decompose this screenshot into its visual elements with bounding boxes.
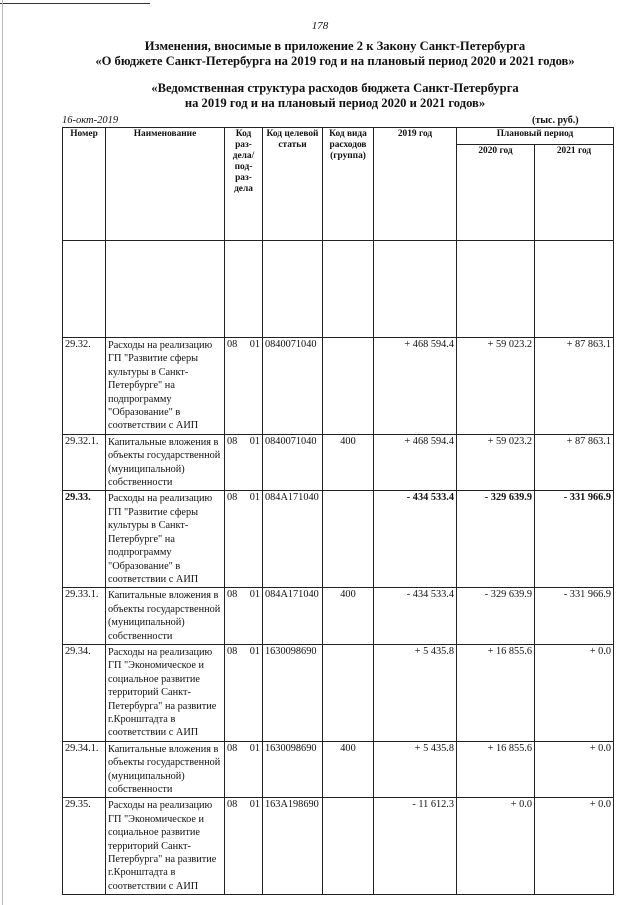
- row-value-2021: + 0.0: [535, 798, 614, 895]
- row-value-2020: - 329 639.9: [457, 588, 535, 645]
- table-row: [63, 644, 614, 741]
- row-expense-type: 400: [323, 588, 374, 645]
- header-number: Номер: [63, 128, 106, 241]
- header-target-code: Код целевой статьи: [263, 128, 323, 241]
- row-name: Капитальные вложения в объекты государственной (муниципальной) собственности: [106, 434, 225, 491]
- row-section-code: [225, 338, 263, 435]
- header-expense-type: Код вида расходов (группа): [323, 128, 374, 241]
- empty-spacer-row: [63, 241, 614, 338]
- row-value-2020: + 16 855.6: [457, 741, 535, 798]
- row-expense-type: [323, 798, 374, 895]
- row-section: 08: [227, 799, 238, 811]
- table-row: [63, 741, 614, 798]
- row-value-2019: + 5 435.8: [374, 741, 457, 798]
- subtitle-line-2: на 2019 год и на плановый период 2020 и 2021 годов»: [184, 96, 486, 110]
- row-value-2021: + 87 863.1: [535, 338, 614, 435]
- row-subsection: 01: [249, 589, 260, 601]
- budget-table: [62, 127, 614, 895]
- title-line-1: Изменения, вносимые в приложение 2 к Закону Санкт-Петербурга: [144, 39, 526, 53]
- row-section: 08: [227, 435, 238, 447]
- header-2021: 2021 год: [535, 145, 614, 241]
- row-target-code: 084А171040: [263, 588, 323, 645]
- row-number: 29.35.: [63, 798, 106, 895]
- row-expense-type: [323, 338, 374, 435]
- header-section-code: Код раз- дела/ под- раз- дела: [225, 128, 263, 241]
- row-expense-type: [323, 644, 374, 741]
- row-value-2020: - 329 639.9: [457, 491, 535, 588]
- table-row: [63, 434, 614, 491]
- header-2020: 2020 год: [457, 145, 535, 241]
- row-target-code: 1630098690: [263, 741, 323, 798]
- row-expense-type: 400: [323, 741, 374, 798]
- row-value-2020: + 0.0: [457, 798, 535, 895]
- row-section: 08: [227, 645, 238, 657]
- row-value-2019: + 5 435.8: [374, 644, 457, 741]
- table-row: [63, 491, 614, 588]
- row-section: 08: [227, 589, 238, 601]
- row-name: Расходы на реализацию ГП "Развитие сферы культуры в Санкт-Петербурге" на подпрограмму "Образование" в соответствии с АИП: [106, 491, 225, 588]
- table-row: [63, 588, 614, 645]
- row-value-2019: - 11 612.3: [374, 798, 457, 895]
- row-section-code: [225, 491, 263, 588]
- row-value-2020: + 16 855.6: [457, 644, 535, 741]
- row-subsection: 01: [249, 742, 260, 754]
- top-rule: [0, 3, 150, 4]
- row-number: 29.33.: [63, 491, 106, 588]
- row-section-code: [225, 798, 263, 895]
- row-section: 08: [227, 742, 238, 754]
- row-name: Расходы на реализацию ГП "Экономическое и социальное развитие территорий Санкт-Петербурга" на развитие г.Кронштадта в соответствии с АИП: [106, 798, 225, 895]
- row-value-2020: + 59 023.2: [457, 338, 535, 435]
- table-row: [63, 798, 614, 895]
- header-2019: 2019 год: [374, 128, 457, 241]
- row-section-code: [225, 588, 263, 645]
- row-name: Капитальные вложения в объекты государственной (муниципальной) собственности: [106, 588, 225, 645]
- row-subsection: 01: [249, 435, 260, 447]
- row-value-2021: + 87 863.1: [535, 434, 614, 491]
- row-section: 08: [227, 492, 238, 504]
- row-number: 29.33.1.: [63, 588, 106, 645]
- row-value-2021: - 331 966.9: [535, 588, 614, 645]
- row-target-code: 084А171040: [263, 491, 323, 588]
- page-number: 178: [311, 20, 329, 32]
- header-name: Наименование: [106, 128, 225, 241]
- row-section-code: [225, 741, 263, 798]
- left-scan-edge: [2, 0, 3, 905]
- row-number: 29.34.1.: [63, 741, 106, 798]
- row-number: 29.32.1.: [63, 434, 106, 491]
- row-number: 29.34.: [63, 644, 106, 741]
- units-label: (тыс. руб.): [532, 115, 579, 126]
- row-subsection: 01: [249, 799, 260, 811]
- row-target-code: 163А198690: [263, 798, 323, 895]
- row-value-2021: + 0.0: [535, 644, 614, 741]
- row-number: 29.32.: [63, 338, 106, 435]
- row-name: Расходы на реализацию ГП "Экономическое и социальное развитие территорий Санкт-Петербурга" на развитие г.Кронштадта в соответствии с АИП: [106, 644, 225, 741]
- subtitle-line-1: «Ведомственная структура расходов бюджета Санкт-Петербурга: [151, 81, 519, 95]
- row-section: 08: [227, 339, 238, 350]
- row-value-2021: + 0.0: [535, 741, 614, 798]
- row-section-code: [225, 644, 263, 741]
- row-target-code: 1630098690: [263, 644, 323, 741]
- row-expense-type: 400: [323, 434, 374, 491]
- row-subsection: 01: [249, 645, 260, 657]
- row-value-2020: + 59 023.2: [457, 434, 535, 491]
- row-value-2019: - 434 533.4: [374, 491, 457, 588]
- document-subtitle: [20, 81, 640, 111]
- row-value-2021: - 331 966.9: [535, 491, 614, 588]
- header-planned-period: Плановый период: [457, 128, 614, 145]
- row-target-code: 0840071040: [263, 338, 323, 435]
- row-name: Расходы на реализацию ГП "Развитие сферы культуры в Санкт-Петербурге" на подпрограмму "Образование" в соответствии с АИП: [106, 338, 225, 435]
- row-value-2019: + 468 594.4: [374, 434, 457, 491]
- row-expense-type: [323, 491, 374, 588]
- row-value-2019: - 434 533.4: [374, 588, 457, 645]
- table-row: [63, 338, 614, 435]
- row-target-code: 0840071040: [263, 434, 323, 491]
- document-title: [20, 39, 640, 69]
- header-row-1: [63, 128, 614, 145]
- row-section-code: [225, 434, 263, 491]
- document-date: 16-окт-2019: [62, 115, 119, 126]
- row-name: Капитальные вложения в объекты государственной (муниципальной) собственности: [106, 741, 225, 798]
- row-value-2019: + 468 594.4: [374, 338, 457, 435]
- row-subsection: 01: [249, 492, 260, 504]
- title-line-2: «О бюджете Санкт-Петербурга на 2019 год и на плановый период 2020 и 2021 годов»: [95, 54, 575, 68]
- row-subsection: 01: [249, 339, 260, 350]
